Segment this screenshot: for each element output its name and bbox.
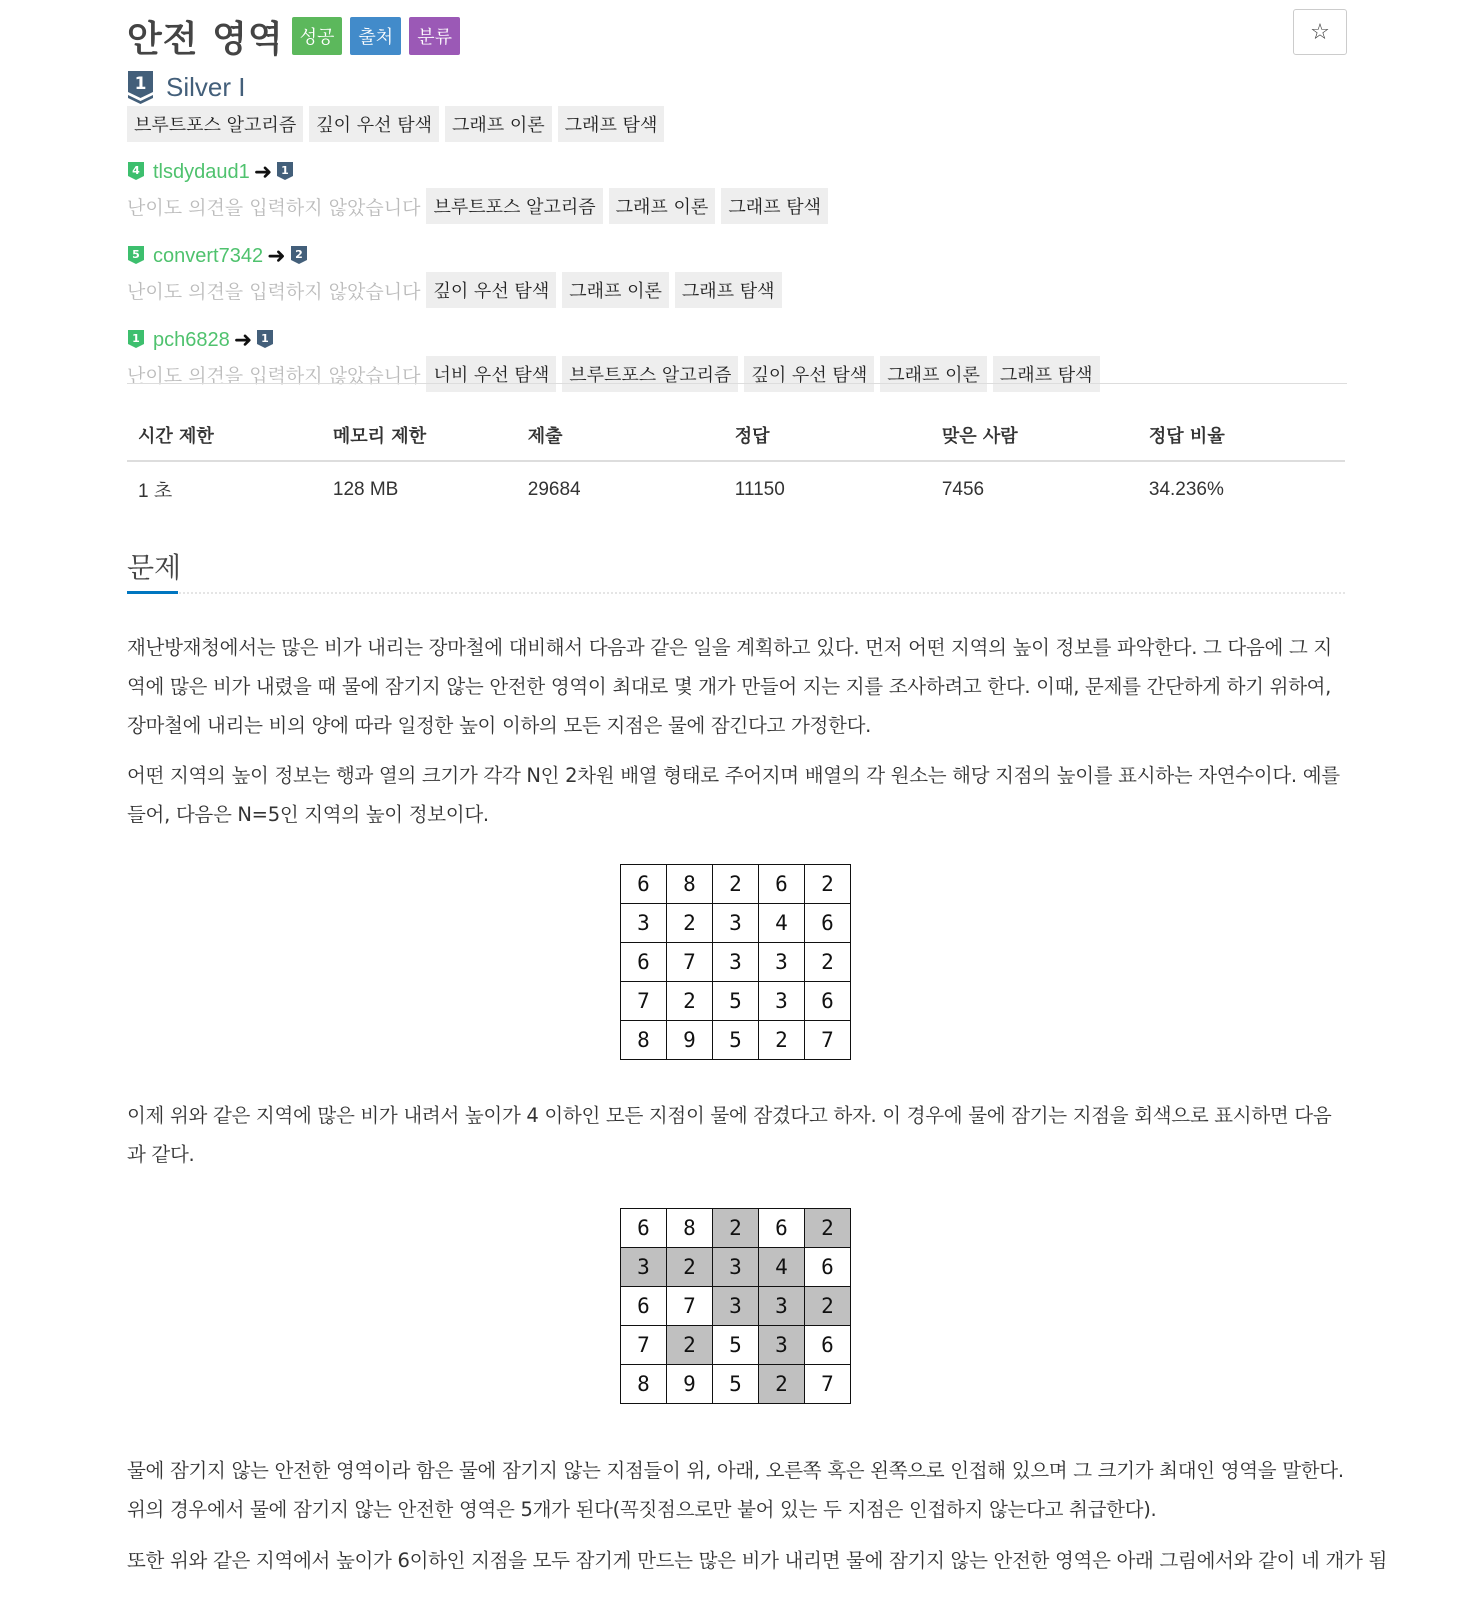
grid-cell: 8: [621, 1021, 667, 1060]
header-time-limit: 시간 제한: [127, 412, 322, 461]
grid-cell: 6: [805, 982, 851, 1021]
grid-cell: 2: [667, 904, 713, 943]
opinion-message: 난이도 의견을 입력하지 않았습니다: [127, 280, 421, 303]
opinion-user-link[interactable]: tlsdydaud1: [153, 160, 250, 183]
grid-row: [621, 943, 851, 982]
grid-cell: 2: [713, 865, 759, 904]
tier-badge-icon: [276, 161, 294, 183]
tag[interactable]: 그래프 탐색: [721, 188, 828, 224]
grid-cell: 2: [667, 1326, 713, 1365]
grid-cell: 4: [759, 904, 805, 943]
grid-cell: 8: [667, 1209, 713, 1248]
grid-cell: 7: [667, 1287, 713, 1326]
label-source[interactable]: 출처: [350, 17, 401, 55]
header-submissions: 제출: [517, 412, 724, 461]
grid-cell: 3: [759, 943, 805, 982]
tag[interactable]: 그래프 탐색: [993, 356, 1100, 392]
section-underline: [127, 591, 178, 594]
grid-cell: 2: [805, 1287, 851, 1326]
tier-badge-icon: [127, 329, 145, 351]
divider: [127, 383, 1347, 384]
tag[interactable]: 그래프 이론: [562, 272, 669, 308]
grid-cell: 2: [759, 1021, 805, 1060]
tier-badge-icon: [127, 245, 145, 267]
section-title: 문제: [127, 551, 182, 584]
tag[interactable]: 깊이 우선 탐색: [744, 356, 874, 392]
header-memory-limit: 메모리 제한: [322, 412, 517, 461]
paragraph: 이제 위와 같은 지역에 많은 비가 내려서 높이가 4 이하인 모든 지점이 물에 잠겼다고 하자. 이 경우에 물에 잠기는 지점을 회색으로 표시하면 다음과 같다.: [127, 1104, 1332, 1166]
grid-row: [621, 1021, 851, 1060]
svg-text:1: 1: [132, 332, 140, 345]
favorite-button[interactable]: [1293, 9, 1347, 55]
submissions-value[interactable]: 29684: [527, 478, 581, 500]
grid-row: [621, 982, 851, 1021]
tier-badge-icon: [127, 161, 145, 183]
grid-cell: 3: [713, 904, 759, 943]
grid-cell: 6: [759, 1209, 805, 1248]
grid-cell: 2: [759, 1365, 805, 1404]
grid-cell: 3: [621, 904, 667, 943]
grid-cell: 6: [805, 1326, 851, 1365]
grid-cell: 3: [713, 1287, 759, 1326]
tier-name[interactable]: Silver I: [166, 71, 246, 102]
grid-cell: 6: [621, 1209, 667, 1248]
svg-text:5: 5: [132, 248, 140, 261]
opinion-user-link[interactable]: convert7342: [153, 244, 264, 267]
ratio-value: 34.236%: [1148, 478, 1224, 500]
grid-cell: 5: [713, 1326, 759, 1365]
grid-row: [621, 865, 851, 904]
opinion-message: 난이도 의견을 입력하지 않았습니다: [127, 364, 421, 387]
paragraph: 또한 위와 같은 지역에서 높이가 6이하인 지점을 모두 잠기게 만드는 많은 비가 내리면 물에 잠기지 않는 안전한 영역은 아래 그림에서와 같이 네 개가 됨: [127, 1549, 1387, 1572]
grid-cell: 6: [621, 1287, 667, 1326]
star-icon: ☆: [1310, 19, 1330, 45]
grid-cell: 7: [621, 982, 667, 1021]
grid-cell: 2: [713, 1209, 759, 1248]
header-ratio: 정답 비율: [1138, 412, 1345, 461]
memory-limit-value: 128 MB: [332, 478, 399, 500]
grid-cell: 2: [805, 1209, 851, 1248]
opinion-user-link[interactable]: pch6828: [153, 328, 230, 351]
tag[interactable]: 브루트포스 알고리즘: [127, 106, 303, 142]
tier-badge-icon: [290, 245, 308, 267]
grid-cell: 2: [805, 943, 851, 982]
tier-badge-icon: [256, 329, 274, 351]
grid-cell: 7: [667, 943, 713, 982]
svg-text:1: 1: [134, 74, 147, 94]
grid-cell: 5: [713, 1365, 759, 1404]
height-grid: [620, 864, 851, 1060]
grid-cell: 2: [667, 1248, 713, 1287]
difficulty-opinions: [127, 155, 1347, 387]
svg-text:1: 1: [261, 332, 270, 345]
grid-row: [621, 1209, 851, 1248]
arrow-icon: ➜: [233, 327, 253, 353]
grid-cell: 7: [805, 1021, 851, 1060]
paragraph: 어떤 지역의 높이 정보는 행과 열의 크기가 각각 N인 2차원 배열 형태로 주어지며 배열의 각 원소는 해당 지점의 높이를 표시하는 자연수이다. 예를 들어, 다음은 N=5인 지역의 높이 정보이다.: [127, 764, 1340, 826]
header-accepted: 정답: [724, 412, 931, 461]
accepted-value[interactable]: 11150: [734, 478, 785, 500]
svg-text:1: 1: [281, 164, 290, 177]
time-limit-value: 1 초: [138, 481, 173, 502]
grid-cell: 8: [621, 1365, 667, 1404]
arrow-icon: ➜: [253, 159, 273, 185]
grid-cell: 3: [759, 1326, 805, 1365]
tag[interactable]: 그래프 탐색: [675, 272, 782, 308]
opinion-item: [127, 239, 1347, 323]
svg-text:2: 2: [294, 248, 303, 261]
grid-cell: 2: [805, 865, 851, 904]
grid-cell: 9: [667, 1365, 713, 1404]
title-row: [127, 10, 460, 62]
grid-row: [621, 904, 851, 943]
silver-1-icon: [127, 70, 154, 104]
opinion-item: [127, 155, 1347, 239]
tag[interactable]: 깊이 우선 탐색: [309, 106, 439, 142]
solvers-value[interactable]: 7456: [941, 478, 985, 500]
label-category[interactable]: 분류: [409, 17, 460, 55]
svg-text:4: 4: [132, 164, 140, 177]
grid-cell: 6: [805, 1248, 851, 1287]
tier-row: [127, 70, 245, 104]
paragraph: 재난방재청에서는 많은 비가 내리는 장마철에 대비해서 다음과 같은 일을 계획하고 있다. 먼저 어떤 지역의 높이 정보를 파악한다. 그 다음에 그 지역에 많은 비가 내렸을 때 물에 잠기지 않는 안전한 영역이 최대로 몇 개가 만들어 지는 지를 조사하려고 한다. 이때, 문제를 간단하게 하기 위하여, 장마철에 내리는 비의 양에 따라 일정한 높이 이하의 모든 지점은 물에 잠긴다고 가정한다.: [127, 636, 1332, 737]
grid-cell: 8: [667, 865, 713, 904]
opinion-message: 난이도 의견을 입력하지 않았습니다: [127, 196, 421, 219]
grid-cell: 9: [667, 1021, 713, 1060]
table-row: [127, 461, 1345, 517]
grid-cell: 5: [713, 982, 759, 1021]
tag[interactable]: 브루트포스 알고리즘: [426, 188, 602, 224]
tag[interactable]: 깊이 우선 탐색: [426, 272, 556, 308]
arrow-icon: ➜: [267, 243, 286, 269]
grid-row: [621, 1326, 851, 1365]
grid-cell: 6: [621, 865, 667, 904]
header-solvers: 맞은 사람: [931, 412, 1138, 461]
grid-cell: 6: [805, 904, 851, 943]
grid-cell: 3: [759, 982, 805, 1021]
problem-info-table: [127, 412, 1345, 517]
grid-row: [621, 1248, 851, 1287]
opinion-item: [127, 323, 1347, 407]
grid-row: [621, 1365, 851, 1404]
problem-title: 안전 영역: [127, 18, 284, 60]
paragraph: 물에 잠기지 않는 안전한 영역이라 함은 물에 잠기지 않는 지점들이 위, 아래, 오른쪽 혹은 왼쪽으로 인접해 있으며 그 크기가 최대인 영역을 말한다. 위의 경우에서 물에 잠기지 않는 안전한 영역은 5개가 된다(꼭짓점으로만 붙어 있는 두 지점은 인접하지 않는다고 취급한다).: [127, 1459, 1344, 1521]
label-success[interactable]: 성공: [292, 17, 343, 55]
grid-cell: 4: [759, 1248, 805, 1287]
grid-cell: 3: [621, 1248, 667, 1287]
section-divider: [127, 592, 1345, 594]
grid-cell: 7: [805, 1365, 851, 1404]
flooded-grid: [620, 1208, 851, 1404]
tag[interactable]: 그래프 이론: [880, 356, 987, 392]
grid-cell: 2: [667, 982, 713, 1021]
tag[interactable]: 그래프 이론: [445, 106, 552, 142]
grid-cell: 3: [713, 1248, 759, 1287]
grid-cell: 5: [713, 1021, 759, 1060]
algorithm-tags: [127, 106, 670, 142]
grid-cell: 6: [621, 943, 667, 982]
grid-cell: 7: [621, 1326, 667, 1365]
grid-cell: 3: [759, 1287, 805, 1326]
tag[interactable]: 브루트포스 알고리즘: [562, 356, 738, 392]
tag[interactable]: 그래프 탐색: [558, 106, 665, 142]
table-header-row: [127, 412, 1345, 461]
grid-row: [621, 1287, 851, 1326]
grid-cell: 3: [713, 943, 759, 982]
tag[interactable]: 그래프 이론: [609, 188, 716, 224]
tag[interactable]: 너비 우선 탐색: [426, 356, 556, 392]
grid-cell: 6: [759, 865, 805, 904]
